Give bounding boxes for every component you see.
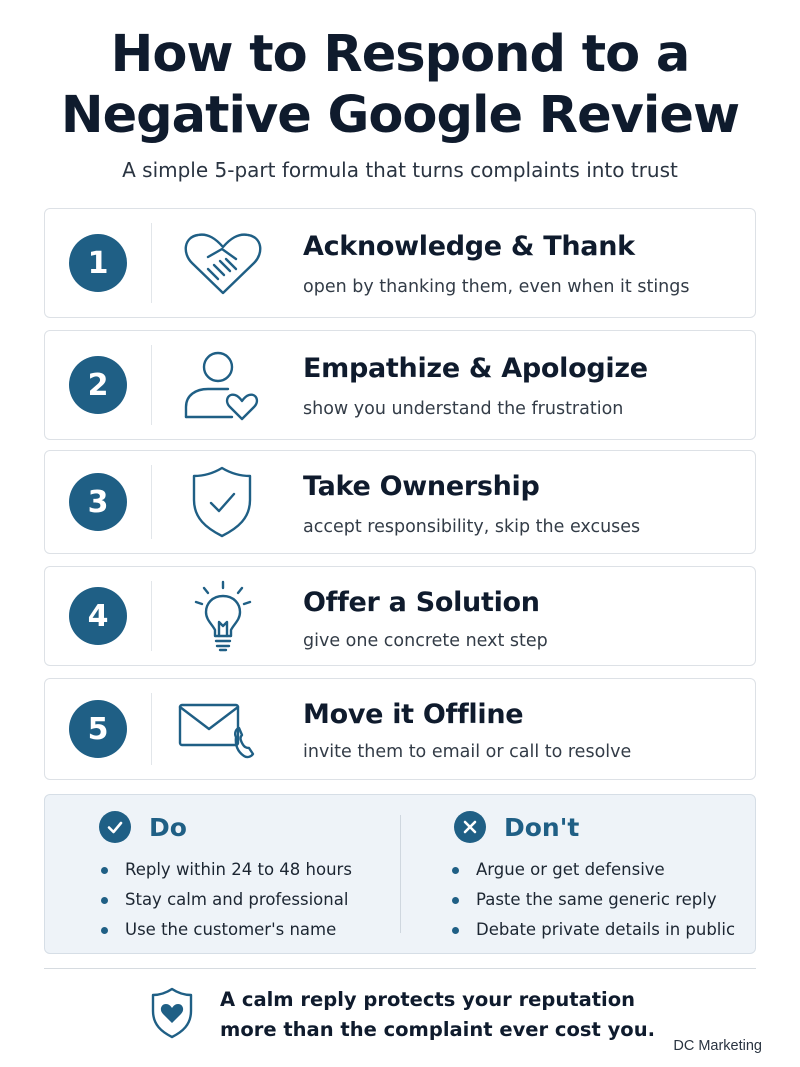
- list-item: Debate private details in public: [452, 915, 735, 945]
- list-item: Paste the same generic reply: [452, 885, 735, 915]
- step-description: open by thanking them, even when it stings: [303, 277, 690, 297]
- do-title: Do: [149, 812, 187, 842]
- step-card-2: [44, 330, 756, 440]
- heart-handshake-icon: [178, 227, 268, 299]
- step-number-badge: 3: [69, 473, 127, 531]
- list-item: Use the customer's name: [101, 915, 352, 945]
- footer-line-2: more than the complaint ever cost you.: [220, 1018, 655, 1041]
- shield-check-icon: [178, 466, 268, 538]
- x-circle-icon: [454, 811, 486, 843]
- step-divider: [151, 465, 152, 539]
- dont-title: Don't: [504, 812, 580, 842]
- do-dont-panel: [44, 794, 756, 954]
- step-card-4: [44, 566, 756, 666]
- step-description: show you understand the frustration: [303, 399, 624, 419]
- step-divider: [151, 223, 152, 303]
- list-item: Reply within 24 to 48 hours: [101, 855, 352, 885]
- step-description: give one concrete next step: [303, 631, 548, 651]
- envelope-phone-icon: [178, 693, 268, 765]
- step-number-badge: 2: [69, 356, 127, 414]
- check-circle-icon: [99, 811, 131, 843]
- step-card-5: [44, 678, 756, 780]
- dont-list: [452, 855, 735, 945]
- footer-divider: [44, 968, 756, 969]
- step-heading: Offer a Solution: [303, 587, 540, 618]
- dont-header: [454, 811, 579, 843]
- title-line-2: Negative Google Review: [60, 86, 740, 145]
- title-line-1: How to Respond to a: [110, 25, 690, 84]
- step-number-badge: 1: [69, 234, 127, 292]
- do-list: [101, 855, 352, 945]
- lightbulb-icon: [178, 580, 268, 652]
- step-heading: Empathize & Apologize: [303, 353, 648, 384]
- step-divider: [151, 345, 152, 425]
- step-card-3: [44, 450, 756, 554]
- step-card-1: [44, 208, 756, 318]
- footer-line-1: A calm reply protects your reputation: [220, 988, 636, 1011]
- person-heart-icon: [178, 349, 268, 421]
- page-title: [0, 24, 800, 146]
- step-description: invite them to email or call to resolve: [303, 742, 632, 762]
- step-divider: [151, 693, 152, 765]
- do-header: [99, 811, 187, 843]
- step-heading: Move it Offline: [303, 699, 524, 730]
- step-number-badge: 5: [69, 700, 127, 758]
- footer-message: [220, 985, 655, 1045]
- column-divider: [400, 815, 401, 933]
- list-item: Stay calm and professional: [101, 885, 352, 915]
- step-number-badge: 4: [69, 587, 127, 645]
- step-divider: [151, 581, 152, 651]
- step-description: accept responsibility, skip the excuses: [303, 517, 641, 537]
- step-heading: Take Ownership: [303, 471, 540, 502]
- shield-heart-icon: [150, 987, 194, 1039]
- brand-label: DC Marketing: [673, 1038, 762, 1054]
- list-item: Argue or get defensive: [452, 855, 735, 885]
- step-heading: Acknowledge & Thank: [303, 231, 635, 262]
- page-subtitle: A simple 5-part formula that turns complaints into trust: [122, 158, 678, 182]
